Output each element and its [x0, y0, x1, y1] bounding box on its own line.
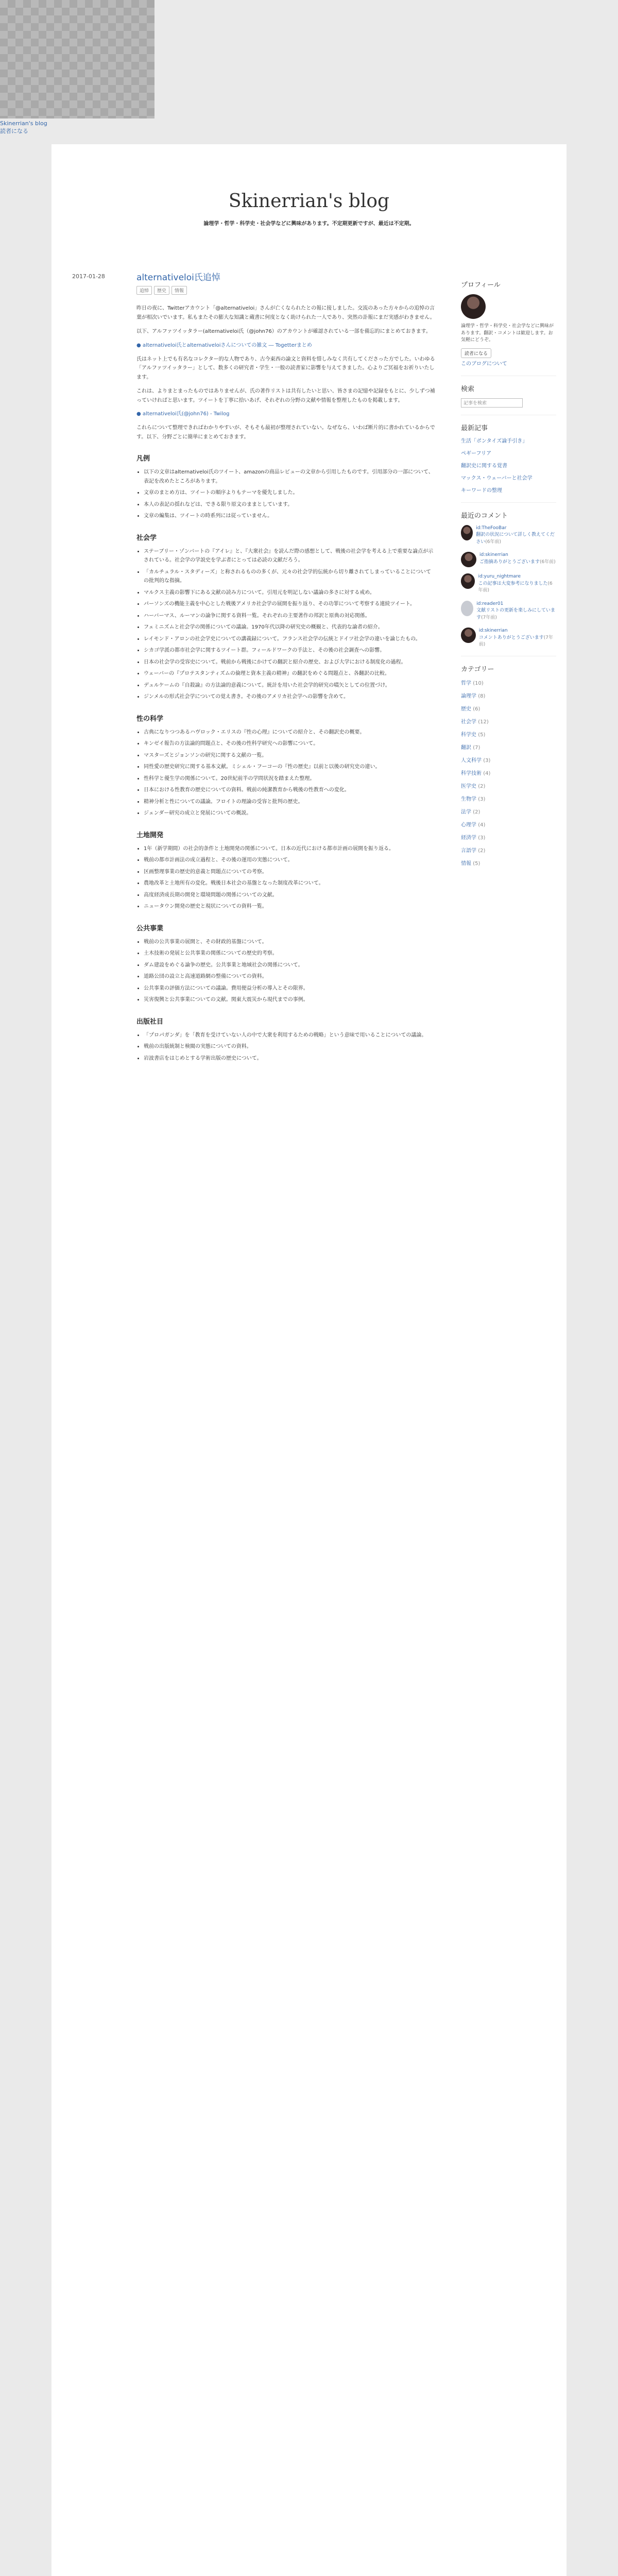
list-item: • 災害復興と公共事業についての文献。関東大震災から現代までの事例。: [144, 995, 435, 1005]
category-count: (2): [478, 848, 486, 854]
comment-text[interactable]: [479, 628, 556, 649]
category-link[interactable]: [461, 691, 556, 699]
commenter-avatar[interactable]: [461, 601, 473, 616]
list-item: • 1年（新学期間）の社会的条件と土地開発の関係について。日本の近代における都市計画の展開を振り返る。: [144, 844, 435, 854]
commenter-name[interactable]: id:yuru_nightmare: [478, 574, 521, 579]
list-item: • 文章の編集は、ツイートの時系列には従っていません。: [144, 512, 435, 521]
category-link[interactable]: [461, 679, 556, 686]
category-link[interactable]: [461, 756, 556, 764]
comment-body[interactable]: 文献リストの更新を楽しみにしています: [476, 608, 555, 620]
recent-post-link[interactable]: ペギーフリア: [461, 450, 492, 456]
list-item: • ジェンダー研究の成立と発展についての概説。: [144, 809, 435, 818]
post-tag[interactable]: 情報: [171, 286, 187, 295]
togetter-link[interactable]: ● alternativeloi氏とalternativeloiさんについての雑文 ― Togetterまとめ: [136, 342, 312, 348]
commenter-avatar[interactable]: [461, 628, 476, 643]
comment-body[interactable]: ご指摘ありがとうございます: [479, 559, 540, 565]
list-item: • 戦前の都市計画法の成立過程と、その後の運用の実態について。: [144, 856, 435, 865]
category-name[interactable]: 科学技術: [461, 770, 482, 776]
category-name[interactable]: 論理学: [461, 693, 476, 699]
about-blog-link[interactable]: このブログについて: [461, 361, 507, 367]
category-count: (12): [478, 719, 489, 725]
commenter-name[interactable]: id:reader01: [476, 601, 504, 606]
category-link[interactable]: [461, 859, 556, 867]
category-name[interactable]: 生物学: [461, 796, 476, 802]
badge-blog-name[interactable]: Skinerrian's blog: [0, 120, 47, 127]
comment-body[interactable]: この記事は大変参考になりました: [478, 581, 548, 586]
recent-post-link[interactable]: 翻訳史に関する覚書: [461, 463, 507, 469]
body-paragraph: 氏はネット上でも有名なコレクター的な人物であり、古今東西の論文と資料を惜しみなく共有してくださった方でした。いわゆる「アルファツイッタラー」として、数多くの研究者・学生・一般の読書家に影響を与えてきました。心よりご冥福をお祈りいたします。: [136, 356, 435, 380]
category-link[interactable]: [461, 782, 556, 789]
list-item: • 同性愛の歴史研究に関する基本文献。ミシェル・フーコーの『性の歴史』以前と以後の研究史の違い。: [144, 762, 435, 772]
blog-badge[interactable]: [0, 120, 82, 135]
category-link[interactable]: [461, 717, 556, 725]
body-paragraph: これらについて整理できればわかりやすいが、そもそも最初が整理されていない。なぜなら、いわば断片的に書かれているからです。以下、分野ごとに簡単にまとめておきます。: [136, 425, 435, 440]
section-list: [136, 728, 435, 818]
comment-text[interactable]: [476, 525, 556, 546]
search-heading: 検索: [461, 385, 475, 393]
profile-heading: プロフィール: [461, 281, 501, 289]
twilog-link-text[interactable]: alternativeloi氏(@john76) - Twilog: [142, 411, 230, 417]
category-count: (8): [478, 693, 486, 699]
intro-paragraph: 以下、アルファツイッタラー(alternativeloi氏（@john76）のアカウントが確認されている一部を備忘的にまとめておきます。: [136, 329, 431, 334]
categories-list: [461, 679, 556, 867]
comment-text[interactable]: [479, 552, 556, 566]
category-name[interactable]: 社会学: [461, 719, 476, 725]
category-count: (6): [473, 706, 480, 712]
category-count: (7): [473, 744, 480, 751]
comments-heading: 最近のコメント: [461, 512, 508, 520]
profile-avatar[interactable]: [461, 294, 486, 319]
category-name[interactable]: 情報: [461, 860, 471, 867]
follow-button[interactable]: 読者になる: [461, 348, 491, 358]
list-item: • 性科学と優生学の関係について。20世紀前半の学問状況を踏まえた整理。: [144, 774, 435, 784]
comment-time: (7年前): [478, 635, 554, 647]
category-name[interactable]: 法学: [461, 809, 471, 815]
category-count: (3): [478, 835, 486, 841]
list-item: • キンゼイ報告の方法論的問題点と、その後の性科学研究への影響について。: [144, 739, 435, 749]
list-item: • マルクス主義の影響下にある文献の読み方について。引用元を明記しない議論の多さに対する戒め。: [144, 588, 435, 598]
list-item: • 本人の表記の揺れなどは、できる限り原文のままとしています。: [144, 500, 435, 510]
list-item: • 区画整理事業の歴史的意義と問題点についての考察。: [144, 868, 435, 877]
comment-text[interactable]: [478, 573, 556, 595]
post-tag[interactable]: 歴史: [154, 286, 169, 295]
list-item: • ジンメルの形式社会学についての覚え書き。その後のアメリカ社会学への影響を含めて。: [144, 692, 435, 702]
commenter-name[interactable]: id:skinerrian: [479, 552, 508, 557]
categories-heading: カテゴリー: [461, 665, 494, 673]
list-item: • 岩波書店をはじめとする学術出版の歴史について。: [144, 1054, 435, 1063]
category-count: (5): [478, 732, 486, 738]
category-link[interactable]: [461, 743, 556, 751]
category-link[interactable]: [461, 730, 556, 738]
search-placeholder: 記事を検索: [464, 401, 487, 406]
list-item: • 以下の文章はalternativeloi氏のツイート、amazonの商品レビューの文章から引用したものです。引用部分の一部について、表記を改めたところがあります。: [144, 468, 435, 486]
section-heading: 出版社目: [136, 1018, 164, 1026]
list-item: • マスターズとジョンソンの研究に関する文献の一覧。: [144, 751, 435, 760]
recent-list: [461, 437, 556, 495]
category-count: (4): [483, 770, 491, 776]
list-item: • ハーバーマス、ルーマンの論争に関する資料一覧。それぞれの主要著作の邦訳と原典の対応関係。: [144, 612, 435, 621]
category-link[interactable]: [461, 846, 556, 854]
category-name[interactable]: 人文科学: [461, 757, 482, 764]
comment-item[interactable]: [461, 552, 556, 567]
section-heading: 社会学: [136, 534, 157, 542]
list-item: • 「プロパガンダ」を「教育を受けていない人の中で大衆を利用するための戦略」という意味で用いることについての議論。: [144, 1031, 435, 1040]
list-item: • 古典になりつつあるハヴロック・エリスの『性の心理』についての紹介と、その翻訳史の概要。: [144, 728, 435, 737]
list-item: • 「カルチュラル・スタディーズ」と称されるものの多くが、元々の社会学的伝統から切り離されてしまっていることについての批判的な指摘。: [144, 568, 435, 586]
section-heading: 凡例: [136, 455, 150, 463]
category-name[interactable]: 科学史: [461, 732, 476, 738]
post-date[interactable]: 2017-01-28: [72, 273, 105, 280]
header-image: [0, 0, 154, 118]
comment-item[interactable]: [461, 628, 556, 649]
commenter-avatar[interactable]: [461, 552, 476, 567]
list-item: • ニュータウン開発の歴史と現状についての資料一覧。: [144, 902, 435, 911]
comment-text[interactable]: [476, 601, 556, 622]
list-item: • 戦前の公共事業の展開と、その財政的基盤について。: [144, 938, 435, 947]
section-heading: 土地開発: [136, 831, 164, 839]
category-link[interactable]: [461, 820, 556, 828]
commenter-avatar[interactable]: [461, 573, 475, 589]
category-link[interactable]: [461, 769, 556, 776]
section-list: [136, 938, 435, 1005]
list-item: • 精神分析と性についての議論。フロイトの理論の受容と批判の歴史。: [144, 798, 435, 807]
category-link[interactable]: [461, 833, 556, 841]
recent-post-link[interactable]: マックス・ウェーバーと社会学: [461, 475, 533, 481]
post-title[interactable]: alternativeloi氏追悼: [136, 273, 220, 283]
list-item: • 高度経済成長期の開発と環境問題の関係についての文献。: [144, 891, 435, 900]
comment-body[interactable]: 翻訳の状況について詳しく教えてください: [476, 532, 555, 545]
blog-card: [52, 144, 566, 2576]
section-list: [136, 547, 435, 702]
category-count: (2): [478, 783, 486, 789]
divider: [461, 502, 556, 503]
comment-item[interactable]: [461, 601, 556, 622]
recent-post-link[interactable]: キーワードの整理: [461, 487, 502, 494]
list-item: • 公共事業の評価方法についての議論。費用便益分析の導入とその限界。: [144, 984, 435, 993]
list-item: • パーソンズの機能主義を中心とした戦後アメリカ社会学の展開を振り返り、その功罪について考察する連続ツイート。: [144, 600, 435, 609]
category-count: (2): [473, 809, 480, 815]
list-item: • ステーブリー・ゾンバートの『アイレ』と、『大衆社会』を読んだ際の感想として、戦後の社会学を考える上で重要な論点が示されている。社会学の学説史を学ぶ者にとっては必読の文献だろう。: [144, 547, 435, 565]
post-sections: [136, 453, 435, 1063]
category-link[interactable]: [461, 794, 556, 802]
category-link[interactable]: [461, 704, 556, 712]
list-item: • 文章のまとめ方は、ツイートの順序よりもテーマを優先しました。: [144, 488, 435, 498]
section-heading: 公共事業: [136, 924, 164, 933]
list-item: • 土木技術の発展と公共事業の関係についての歴史的考察。: [144, 949, 435, 958]
togetter-link-text[interactable]: alternativeloi氏とalternativeloiさんについての雑文 ― Togetterまとめ: [142, 342, 312, 348]
comments-list: [461, 525, 556, 649]
comment-item[interactable]: [461, 525, 556, 546]
commenter-name[interactable]: id:TheFooBar: [476, 525, 507, 531]
list-item: • ウェーバーの『プロテスタンティズムの倫理と資本主義の精神』の翻訳をめぐる問題点と、各翻訳の比較。: [144, 669, 435, 679]
category-name[interactable]: 心理学: [461, 822, 476, 828]
list-item: • 戦前の出版統制と検閲の実態についての資料。: [144, 1042, 435, 1052]
recent-post-link[interactable]: 生活「ポンタイズ論手引き」: [461, 438, 528, 444]
category-name[interactable]: 歴史: [461, 706, 471, 712]
category-name[interactable]: 哲学: [461, 680, 471, 686]
category-count: (3): [478, 796, 486, 802]
intro-paragraph: 昨日の夜に、Twitterアカウント「@alternativeloi」さんが亡くなられたとの報に接しました。交流のあった方々からの追悼の言葉が相次いでいます。私もまたその膨大な知識と蔵書に何度となく助けられた一人であり、突然の訃報にまだ実感がわきません。: [136, 306, 435, 320]
blog-tagline: 論理学・哲学・科学史・社会学などに興味があります。不定期更新ですが、最近は不定期。: [203, 221, 415, 227]
badge-subscribe[interactable]: 読者になる: [0, 128, 28, 135]
category-name[interactable]: 言語学: [461, 848, 476, 854]
category-count: (3): [483, 757, 491, 764]
category-count: (5): [473, 860, 480, 867]
list-item: • 日本の社会学の受容史について。戦前から戦後にかけての翻訳と紹介の歴史、および大学における制度化の過程。: [144, 658, 435, 667]
blog-title[interactable]: Skinerrian's blog: [228, 191, 390, 212]
comment-time: (7年前): [481, 615, 497, 620]
section-list: [136, 1031, 435, 1063]
commenter-name[interactable]: id:skinerrian: [478, 628, 508, 633]
list-item: • フェミニズムと社会学の関係についての議論。1970年代以降の研究史の概観と、代表的な論者の紹介。: [144, 623, 435, 632]
post-main: [136, 270, 435, 1066]
list-item: • デュルケームの『自殺論』の方法論的意義について。統計を用いた社会学的研究の嚆矢としての位置づけ。: [144, 681, 435, 690]
body-paragraph: これは、よりまとまったものではありませんが、氏の著作リストは共有したいと思い、皆さまの記憶や記録をもとに、少しずつ補っていければと思います。ツイートを丁寧に拾いあげ、それぞれの分野の文献や情報を整理したものを掲載します。: [136, 388, 435, 403]
comment-body[interactable]: コメントありがとうございます: [478, 635, 544, 640]
list-item: • 農地改革と土地所有の変化。戦後日本社会の基盤となった制度改革について。: [144, 879, 435, 888]
profile-text: 論理学・哲学・科学史・社会学などに興味があります。翻訳・コメントは歓迎します。お気軽にどうぞ。: [461, 324, 554, 343]
list-item: • 日本における性教育の歴史についての資料。戦前の純潔教育から戦後の性教育への変化。: [144, 786, 435, 795]
post-tags: [136, 286, 435, 295]
category-name[interactable]: 翻訳: [461, 744, 471, 751]
list-item: • シカゴ学派の都市社会学に関するツイート群。フィールドワークの手法と、その後の社会調査への影響。: [144, 646, 435, 655]
category-count: (4): [478, 822, 486, 828]
commenter-avatar[interactable]: [461, 525, 473, 540]
comment-time: (6年前): [540, 559, 556, 565]
list-item: • 道路公団の設立と高速道路網の整備についての資料。: [144, 972, 435, 981]
category-name[interactable]: 医学史: [461, 783, 476, 789]
comment-item[interactable]: [461, 573, 556, 595]
twilog-link[interactable]: ● alternativeloi氏(@john76) - Twilog: [136, 411, 230, 417]
comment-time: (6年前): [485, 539, 501, 545]
category-name[interactable]: 経済学: [461, 835, 476, 841]
section-list: [136, 844, 435, 911]
comment-time: (6年前): [478, 581, 553, 593]
category-count: (10): [473, 680, 484, 686]
category-link[interactable]: [461, 807, 556, 815]
section-list: [136, 468, 435, 521]
section-heading: 性の科学: [136, 715, 164, 723]
sidebar: [461, 279, 556, 872]
search-input[interactable]: [461, 398, 523, 408]
list-item: • レイモンド・アロンの社会学史についての講義録について。フランス社会学の伝統とドイツ社会学の違いを論じたもの。: [144, 635, 435, 644]
post-tag[interactable]: 追悼: [136, 286, 152, 295]
recent-heading: 最新記事: [461, 424, 488, 432]
list-item: • ダム建設をめぐる論争の歴史。公共事業と地域社会の関係について。: [144, 961, 435, 970]
